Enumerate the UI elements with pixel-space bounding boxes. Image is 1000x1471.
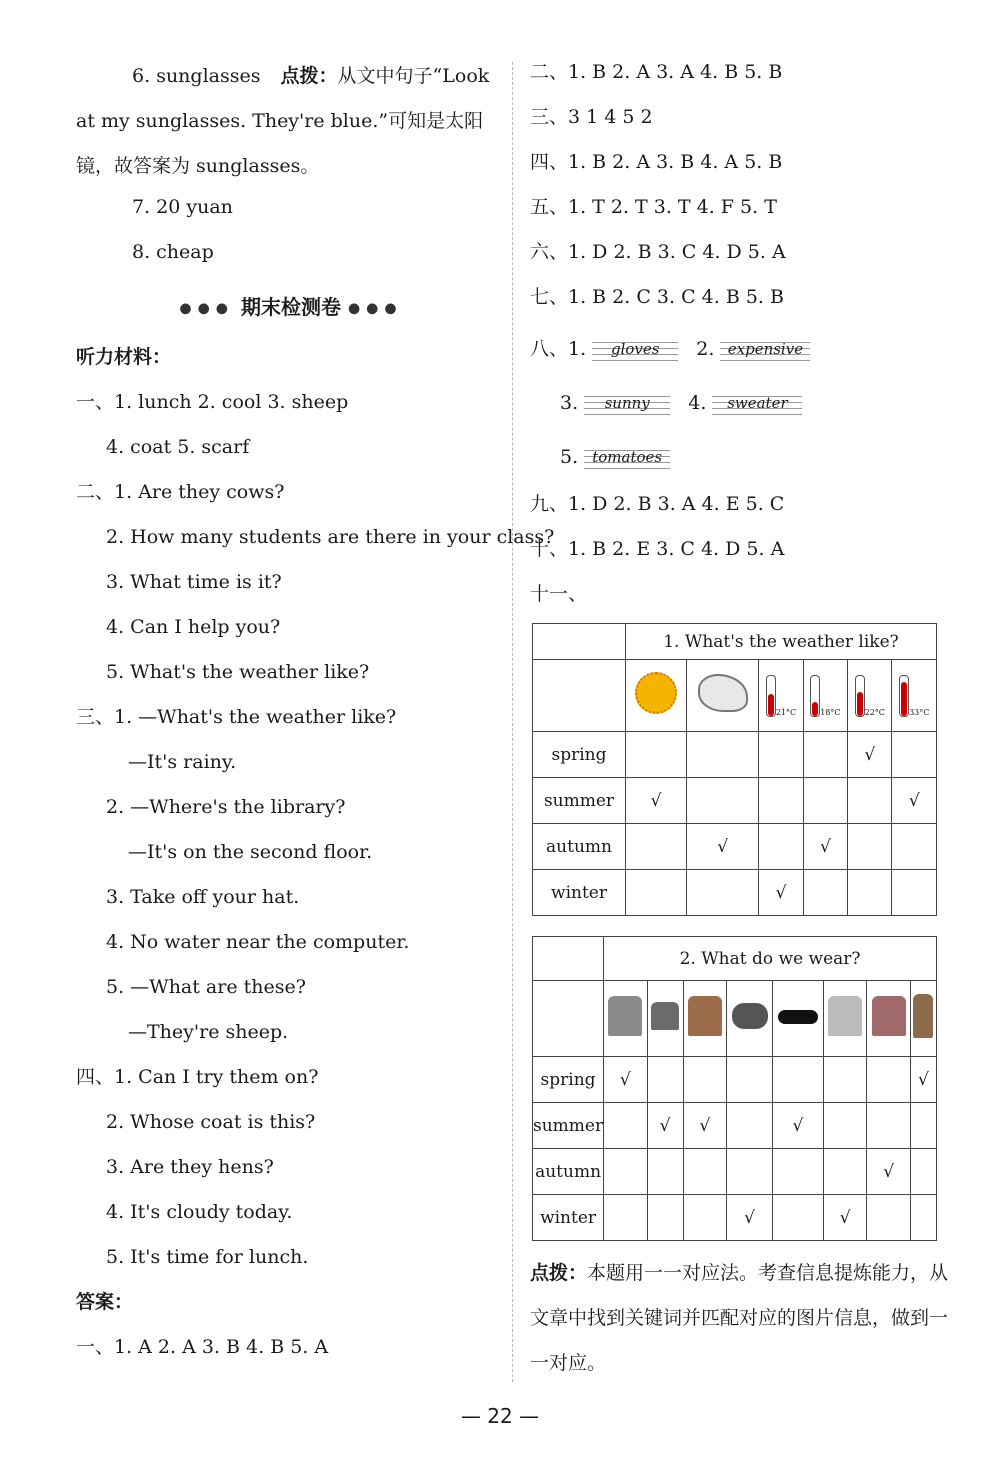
clothes-check-cell [773, 1057, 824, 1103]
clothes-check-cell [683, 1057, 726, 1103]
listening-3-1a: 三、1. —What's the weather like? [76, 706, 397, 728]
gloves-icon [727, 981, 773, 1057]
listening-3-3: 3. Take off your hat. [106, 886, 300, 908]
answer-8-prefix: 八、1. [530, 338, 587, 360]
answer-3: 三、3 1 4 5 2 [530, 106, 653, 128]
pants-icon [910, 981, 936, 1057]
listening-4-5: 5. It's time for lunch. [106, 1246, 309, 1268]
listening-4-3: 3. Are they hens? [106, 1156, 274, 1178]
listening-4-4: 4. It's cloudy today. [106, 1201, 293, 1223]
weather-check-cell [686, 778, 758, 824]
clothes-check-cell [647, 1195, 683, 1241]
clothes-check-cell [910, 1149, 936, 1195]
listening-2-2: 2. How many students are there in your class? [106, 526, 555, 548]
answer-6: 六、1. D 2. B 3. C 4. D 5. A [530, 241, 786, 263]
weather-check-cell [848, 824, 892, 870]
weather-check-cell [848, 778, 892, 824]
weather-check-cell [626, 824, 687, 870]
weather-check-cell [803, 778, 847, 824]
listening-3-2b: —It's on the second floor. [128, 841, 373, 863]
weather-check-cell: √ [686, 824, 758, 870]
tip-text: 本题用一一对应法。考查信息提炼能力，从文章中找到关键词并匹配对应的图片信息，做到一一对应。 [530, 1262, 949, 1374]
q8-line: 8. cheap [132, 241, 214, 263]
column-divider [512, 62, 513, 1382]
answer-8-num4: 4. [688, 392, 707, 414]
clothes-check-cell [604, 1103, 647, 1149]
answer-11-label: 十一、 [530, 583, 588, 605]
thermometer-icon: 21°C [759, 660, 803, 732]
q6-tip-label: 点拨： [280, 65, 338, 87]
dots-left-decoration: ●●● [179, 300, 235, 317]
weather-row-spring [533, 732, 937, 778]
jacket-icon [604, 981, 647, 1057]
weather-empty-cell [533, 660, 626, 732]
clothes-corner-cell [533, 937, 604, 981]
clothes-season-label: spring [533, 1057, 604, 1103]
weather-corner-cell [533, 624, 626, 660]
answer-label: 答案： [76, 1291, 134, 1313]
jumper-icon [867, 981, 910, 1057]
answer-8-num3: 3. [560, 392, 579, 414]
weather-check-cell: √ [848, 732, 892, 778]
clothes-check-cell [773, 1195, 824, 1241]
weather-check-cell: √ [892, 778, 937, 824]
q6-tip-text: 从文中句子“Look at my sunglasses. They're blue.”可知是太阳镜，故答案为 sunglasses。 [76, 65, 490, 177]
answer-8-row2 [530, 378, 950, 432]
listening-1b: 4. coat 5. scarf [106, 436, 250, 458]
shorts-icon [647, 981, 683, 1057]
weather-table [532, 623, 937, 916]
dots-right-decoration: ●●● [347, 300, 403, 317]
clothes-check-cell: √ [647, 1103, 683, 1149]
weather-row-autumn [533, 824, 937, 870]
weather-season-label: spring [533, 732, 626, 778]
weather-check-cell [892, 732, 937, 778]
weather-season-label: summer [533, 778, 626, 824]
clothes-check-cell [647, 1057, 683, 1103]
clothes-check-cell: √ [604, 1057, 647, 1103]
clothes-check-cell [773, 1149, 824, 1195]
q7-line: 7. 20 yuan [132, 196, 233, 218]
weather-check-cell [626, 870, 687, 916]
handwritten-tomatoes: tomatoes [584, 445, 670, 471]
weather-check-cell [892, 870, 937, 916]
clothes-table-title: 2. What do we wear? [604, 937, 937, 981]
listening-3-5a: 5. —What are these? [106, 976, 306, 998]
listening-3-4: 4. No water near the computer. [106, 931, 410, 953]
clothes-check-cell: √ [823, 1195, 866, 1241]
clothes-season-label: autumn [533, 1149, 604, 1195]
answer-1: 一、1. A 2. A 3. B 4. B 5. A [76, 1336, 329, 1358]
clothes-check-cell [727, 1149, 773, 1195]
answer-8-row3 [530, 432, 950, 486]
clothes-row-spring [533, 1057, 937, 1103]
clothes-check-cell: √ [773, 1103, 824, 1149]
clothes-season-label: winter [533, 1195, 604, 1241]
clothes-check-cell [683, 1149, 726, 1195]
weather-check-cell [686, 732, 758, 778]
sunglasses-icon [773, 981, 824, 1057]
answer-2: 二、1. B 2. A 3. A 4. B 5. B [530, 61, 783, 83]
weather-check-cell [686, 870, 758, 916]
clothes-check-cell [867, 1195, 910, 1241]
listening-2-5: 5. What's the weather like? [106, 661, 370, 683]
weather-check-cell [892, 824, 937, 870]
weather-check-cell [759, 824, 803, 870]
listening-2-3: 3. What time is it? [106, 571, 282, 593]
page-number: — 22 — [460, 1404, 540, 1428]
answer-8-row1 [530, 324, 950, 378]
q6-word: sunglasses [156, 65, 261, 87]
sun-icon [626, 660, 687, 732]
clothes-check-cell [867, 1103, 910, 1149]
listening-2-4: 4. Can I help you? [106, 616, 281, 638]
clothes-check-cell [727, 1103, 773, 1149]
tip-label: 点拨： [530, 1262, 588, 1284]
weather-check-cell [759, 778, 803, 824]
tip-block [530, 1251, 950, 1386]
clothes-check-cell [604, 1195, 647, 1241]
answer-10: 十、1. B 2. E 3. C 4. D 5. A [530, 538, 785, 560]
listening-2-1: 二、1. Are they cows? [76, 481, 285, 503]
clothes-empty-cell [533, 981, 604, 1057]
handwritten-sunny: sunny [584, 391, 670, 417]
weather-season-label: autumn [533, 824, 626, 870]
q6-number: 6. [132, 65, 151, 87]
answer-7: 七、1. B 2. C 3. C 4. B 5. B [530, 286, 784, 308]
sweater-icon [683, 981, 726, 1057]
handwritten-expensive: expensive [720, 337, 810, 363]
listening-label: 听力材料： [76, 346, 172, 368]
clothes-check-cell [823, 1057, 866, 1103]
weather-icons-row [533, 660, 937, 732]
weather-check-cell [803, 870, 847, 916]
clothes-check-cell: √ [910, 1057, 936, 1103]
clothes-check-cell [823, 1103, 866, 1149]
listening-4-2: 2. Whose coat is this? [106, 1111, 316, 1133]
listening-4-1: 四、1. Can I try them on? [76, 1066, 319, 1088]
right-column [530, 54, 950, 1386]
clothes-table [532, 936, 937, 1241]
clothes-row-summer [533, 1103, 937, 1149]
listening-3-1b: —It's rainy. [128, 751, 237, 773]
clothes-season-label: summer [533, 1103, 604, 1149]
clothes-row-winter [533, 1195, 937, 1241]
answer-8-num2: 2. [696, 338, 715, 360]
clothes-check-cell [727, 1057, 773, 1103]
weather-check-cell [848, 870, 892, 916]
clothes-check-cell [683, 1195, 726, 1241]
answer-5: 五、1. T 2. T 3. T 4. F 5. T [530, 196, 777, 218]
weather-check-cell: √ [626, 778, 687, 824]
clothes-check-cell [910, 1103, 936, 1149]
section-title [76, 279, 506, 339]
weather-row-winter [533, 870, 937, 916]
weather-table-title: 1. What's the weather like? [626, 624, 937, 660]
handwritten-sweater: sweater [712, 391, 802, 417]
weather-check-cell [803, 732, 847, 778]
listening-3-2a: 2. —Where's the library? [106, 796, 346, 818]
q6-block [76, 54, 496, 189]
answer-4: 四、1. B 2. A 3. B 4. A 5. B [530, 151, 783, 173]
weather-check-cell [626, 732, 687, 778]
clothes-check-cell [910, 1195, 936, 1241]
weather-row-summer [533, 778, 937, 824]
answer-8-num5: 5. [560, 446, 579, 468]
section-title-text: 期末检测卷 [241, 295, 341, 319]
clothes-check-cell [867, 1057, 910, 1103]
weather-check-cell [759, 732, 803, 778]
listening-3-5b: —They're sheep. [128, 1021, 289, 1043]
weather-check-cell: √ [803, 824, 847, 870]
wind-icon [686, 660, 758, 732]
answer-9: 九、1. D 2. B 3. A 4. E 5. C [530, 493, 785, 515]
clothes-check-cell [604, 1149, 647, 1195]
thermometer-icon: 22°C [848, 660, 892, 732]
clothes-icons-row [533, 981, 937, 1057]
clothes-check-cell [647, 1149, 683, 1195]
clothes-row-autumn [533, 1149, 937, 1195]
clothes-check-cell: √ [727, 1195, 773, 1241]
clothes-check-cell: √ [683, 1103, 726, 1149]
coat-icon [823, 981, 866, 1057]
listening-1a: 一、1. lunch 2. cool 3. sheep [76, 391, 349, 413]
handwritten-gloves: gloves [592, 337, 678, 363]
clothes-check-cell [823, 1149, 866, 1195]
left-column [76, 54, 555, 1374]
weather-season-label: winter [533, 870, 626, 916]
thermometer-icon: 18°C [803, 660, 847, 732]
weather-check-cell: √ [759, 870, 803, 916]
clothes-check-cell: √ [867, 1149, 910, 1195]
thermometer-icon: 33°C [892, 660, 937, 732]
